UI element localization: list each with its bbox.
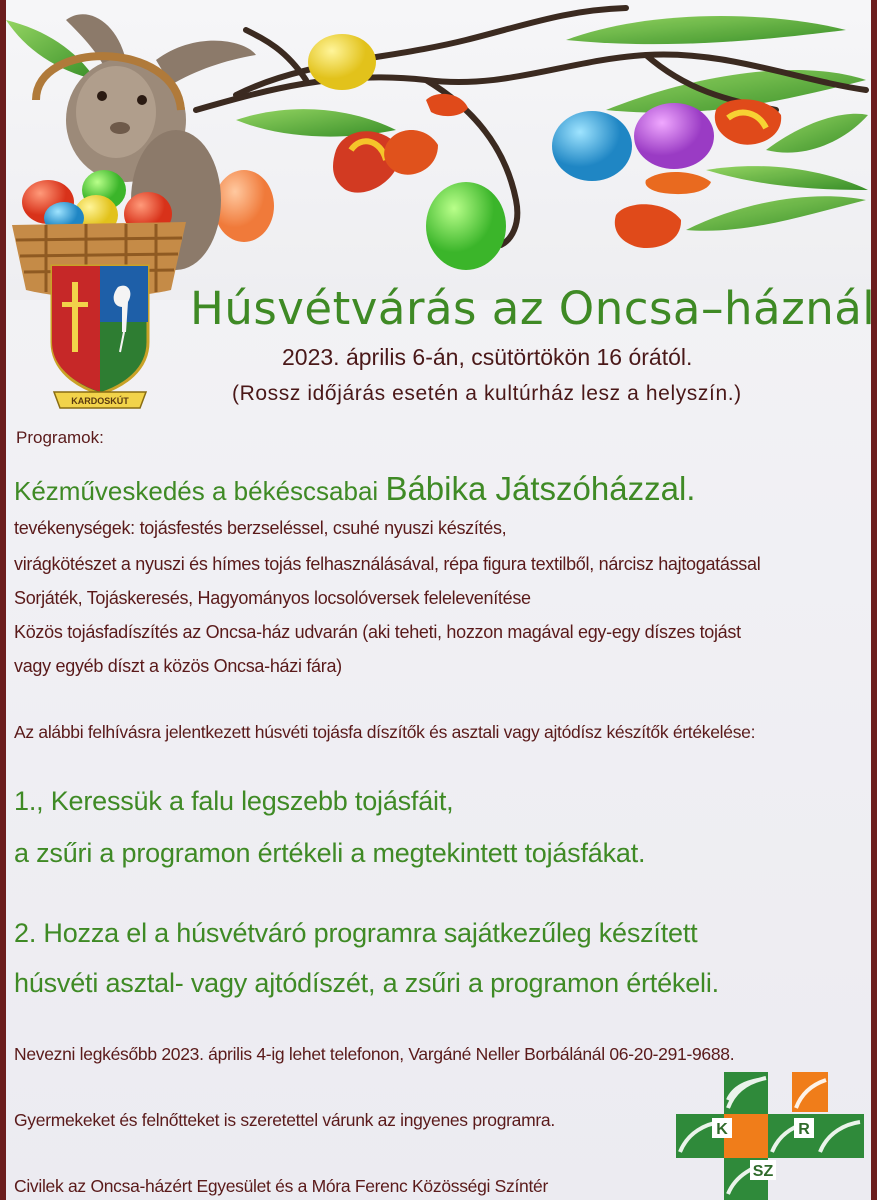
craft-heading-highlight: Bábika Játszóházzal.	[385, 470, 696, 507]
item2-line: 2. Hozza el a húsvétváró programra sajátkezűleg készített	[14, 918, 698, 948]
activity-line: Közös tojásfadíszítés az Oncsa-ház udvarán (aki teheti, hozzon magával egy-egy díszes tojást	[14, 622, 741, 642]
activity-line: Sorjáték, Tojáskeresés, Hagyományos locsolóversek felelevenítése	[14, 588, 531, 608]
crest-label: KARDOSKÚT	[71, 396, 129, 406]
event-date: 2023. április 6-án, csütörtökön 16 órától.	[282, 344, 693, 370]
evaluation-intro: Az alábbi felhívásra jelentkezett húsvéti tojásfa díszítők és asztali vagy ajtódísz készítők értékelése:	[14, 722, 756, 742]
registration-info: Nevezni legkésőbb 2023. április 4-ig lehet telefonon, Vargáné Neller Borbálánál 06-20-291-9688.	[14, 1044, 735, 1064]
poster-title: Húsvétvárás az Oncsa–háznál	[190, 282, 876, 335]
craft-heading-prefix: Kézműveskedés a békéscsabai	[14, 476, 386, 506]
ksz-letter-r: R	[798, 1121, 810, 1138]
purple-egg	[634, 103, 714, 169]
ksz-logo	[676, 1072, 868, 1200]
ksz-letter-k: K	[716, 1121, 728, 1138]
blue-egg	[552, 111, 632, 181]
organizers-line: Civilek az Oncsa-házért Egyesület és a Móra Ferenc Közösségi Színtér	[14, 1176, 549, 1196]
item2-line: húsvéti asztal- vagy ajtódíszét, a zsűri a programon értékeli.	[14, 968, 719, 998]
craft-heading	[14, 470, 695, 508]
yellow-egg	[308, 34, 376, 90]
kardoskut-crest	[48, 262, 152, 410]
item1-line: 1., Keressük a falu legszebb tojásfáit,	[14, 786, 454, 816]
welcome-line: Gyermekeket és felnőtteket is szeretettel várunk az ingyenes programra.	[14, 1110, 555, 1130]
green-egg	[426, 182, 506, 270]
easter-hero-illustration	[6, 0, 871, 300]
activity-line: tevékenységek: tojásfestés berzseléssel, csuhé nyuszi készítés,	[14, 518, 507, 538]
programs-label: Programok:	[16, 428, 104, 447]
activity-line: virágkötészet a nyuszi és hímes tojás felhasználásával, répa figura textilből, nárcisz hajtogatással	[14, 554, 761, 574]
activity-line: vagy egyéb díszt a közös Oncsa-házi fára)	[14, 656, 342, 676]
ksz-letter-sz: SZ	[752, 1163, 774, 1180]
weather-note: (Rossz időjárás esetén a kultúrház lesz a helyszín.)	[232, 382, 742, 405]
item1-line: a zsűri a programon értékeli a megtekintett tojásfákat.	[14, 838, 646, 868]
orange-egg	[214, 170, 274, 242]
